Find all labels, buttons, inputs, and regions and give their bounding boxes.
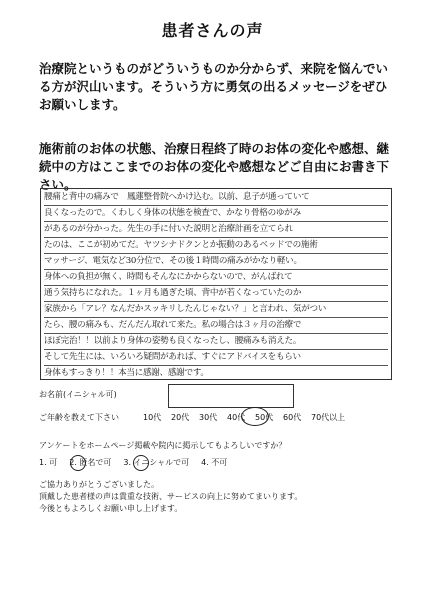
handwritten-line: があるのが分かった。先生の手に付いた説明と治療計画を立てられ bbox=[44, 221, 388, 238]
age-option[interactable]: 20代 bbox=[171, 413, 190, 422]
handwritten-line: マッサージ、電気など30分位で、その後１時間の痛みがかなり軽い。 bbox=[44, 253, 388, 270]
age-label: ご年齢を教えて下さい bbox=[39, 413, 119, 422]
handwritten-line: 腰痛と背中の痛みで 鳳蓮整骨院へかけ込む。以前、息子が通っていて bbox=[44, 189, 388, 206]
handwritten-line: 家族から「アレ？なんだかスッキリしたんじゃない？」と言われ、気がつい bbox=[44, 301, 388, 318]
survey-option[interactable]: 4. 不可 bbox=[201, 458, 228, 467]
survey-question: アンケートをホームページ掲載や院内に掲示してもよろしいですか？ bbox=[39, 441, 287, 450]
handwritten-line: たのは、ここが初めてだ。ヤツシナドクンとか振動のあるベッドでの施術 bbox=[44, 237, 388, 254]
question-prompt: 施術前のお体の状態、治療日程終了時のお体の変化や感想、継続中の方はここまでのお体の変化や感想などご自由にお書き下さい。 bbox=[39, 141, 390, 192]
age-option-selected[interactable]: 50代 bbox=[255, 413, 274, 422]
survey-selected-circle bbox=[133, 455, 149, 471]
name-field[interactable] bbox=[168, 384, 294, 408]
thanks-line: 頂戴した患者様の声は貴重な技術、サービスの向上に努めてまいります。 bbox=[39, 492, 303, 501]
handwritten-line: 身体もすっきり！！本当に感謝、感謝です。 bbox=[44, 368, 209, 378]
handwritten-answer-box bbox=[40, 188, 392, 380]
age-option[interactable]: 10代 bbox=[143, 413, 162, 422]
survey-selected-circle bbox=[70, 455, 86, 471]
survey-option[interactable]: 1. 可 bbox=[39, 458, 58, 467]
handwritten-line: 通う気持ちになれた。１ヶ月も過ぎた頃、背中が若くなっていたのか bbox=[44, 285, 388, 302]
age-option[interactable]: 70代以上 bbox=[311, 413, 346, 422]
intro-text: 治療院というものがどういうものか分からず、来院を悩んでいる方が沢山います。そういう方に勇気の出るメッセージをぜひお願いします。 bbox=[39, 61, 389, 112]
handwritten-line: そして先生には、いろいろ疑問があれば、すぐにアドバイスをもらい bbox=[44, 349, 388, 366]
age-option[interactable]: 30代 bbox=[199, 413, 218, 422]
survey-option[interactable]: 2. 匿名で可 bbox=[69, 458, 112, 467]
survey-option[interactable]: 3. イニシャルで可 bbox=[123, 458, 190, 467]
age-selected-circle bbox=[241, 407, 269, 426]
handwritten-line: たら、腰の痛みも、だんだん取れて来た。私の場合は３ヶ月の治療で bbox=[44, 317, 388, 334]
name-label: お名前(イニシャル可) bbox=[39, 390, 117, 399]
page-title: 患者さんの声 bbox=[161, 21, 264, 40]
thanks-line: 今後ともよろしくお願い申し上げます。 bbox=[39, 504, 183, 513]
handwritten-line: 身体への負担が無く、時間もそんなにかからないので、がんばれて bbox=[44, 269, 388, 286]
age-option[interactable]: 40代 bbox=[227, 413, 246, 422]
handwritten-line: 良くなったので。くわしく身体の状態を検査で、かなり骨格のゆがみ bbox=[44, 205, 388, 222]
age-option[interactable]: 60代 bbox=[283, 413, 302, 422]
thanks-line: ご協力ありがとうございました。 bbox=[39, 480, 159, 489]
handwritten-line: ほぼ完治！！以前より身体の姿勢も良くなったし、腰痛みも消えた。 bbox=[44, 333, 388, 350]
thanks-message bbox=[39, 479, 339, 515]
